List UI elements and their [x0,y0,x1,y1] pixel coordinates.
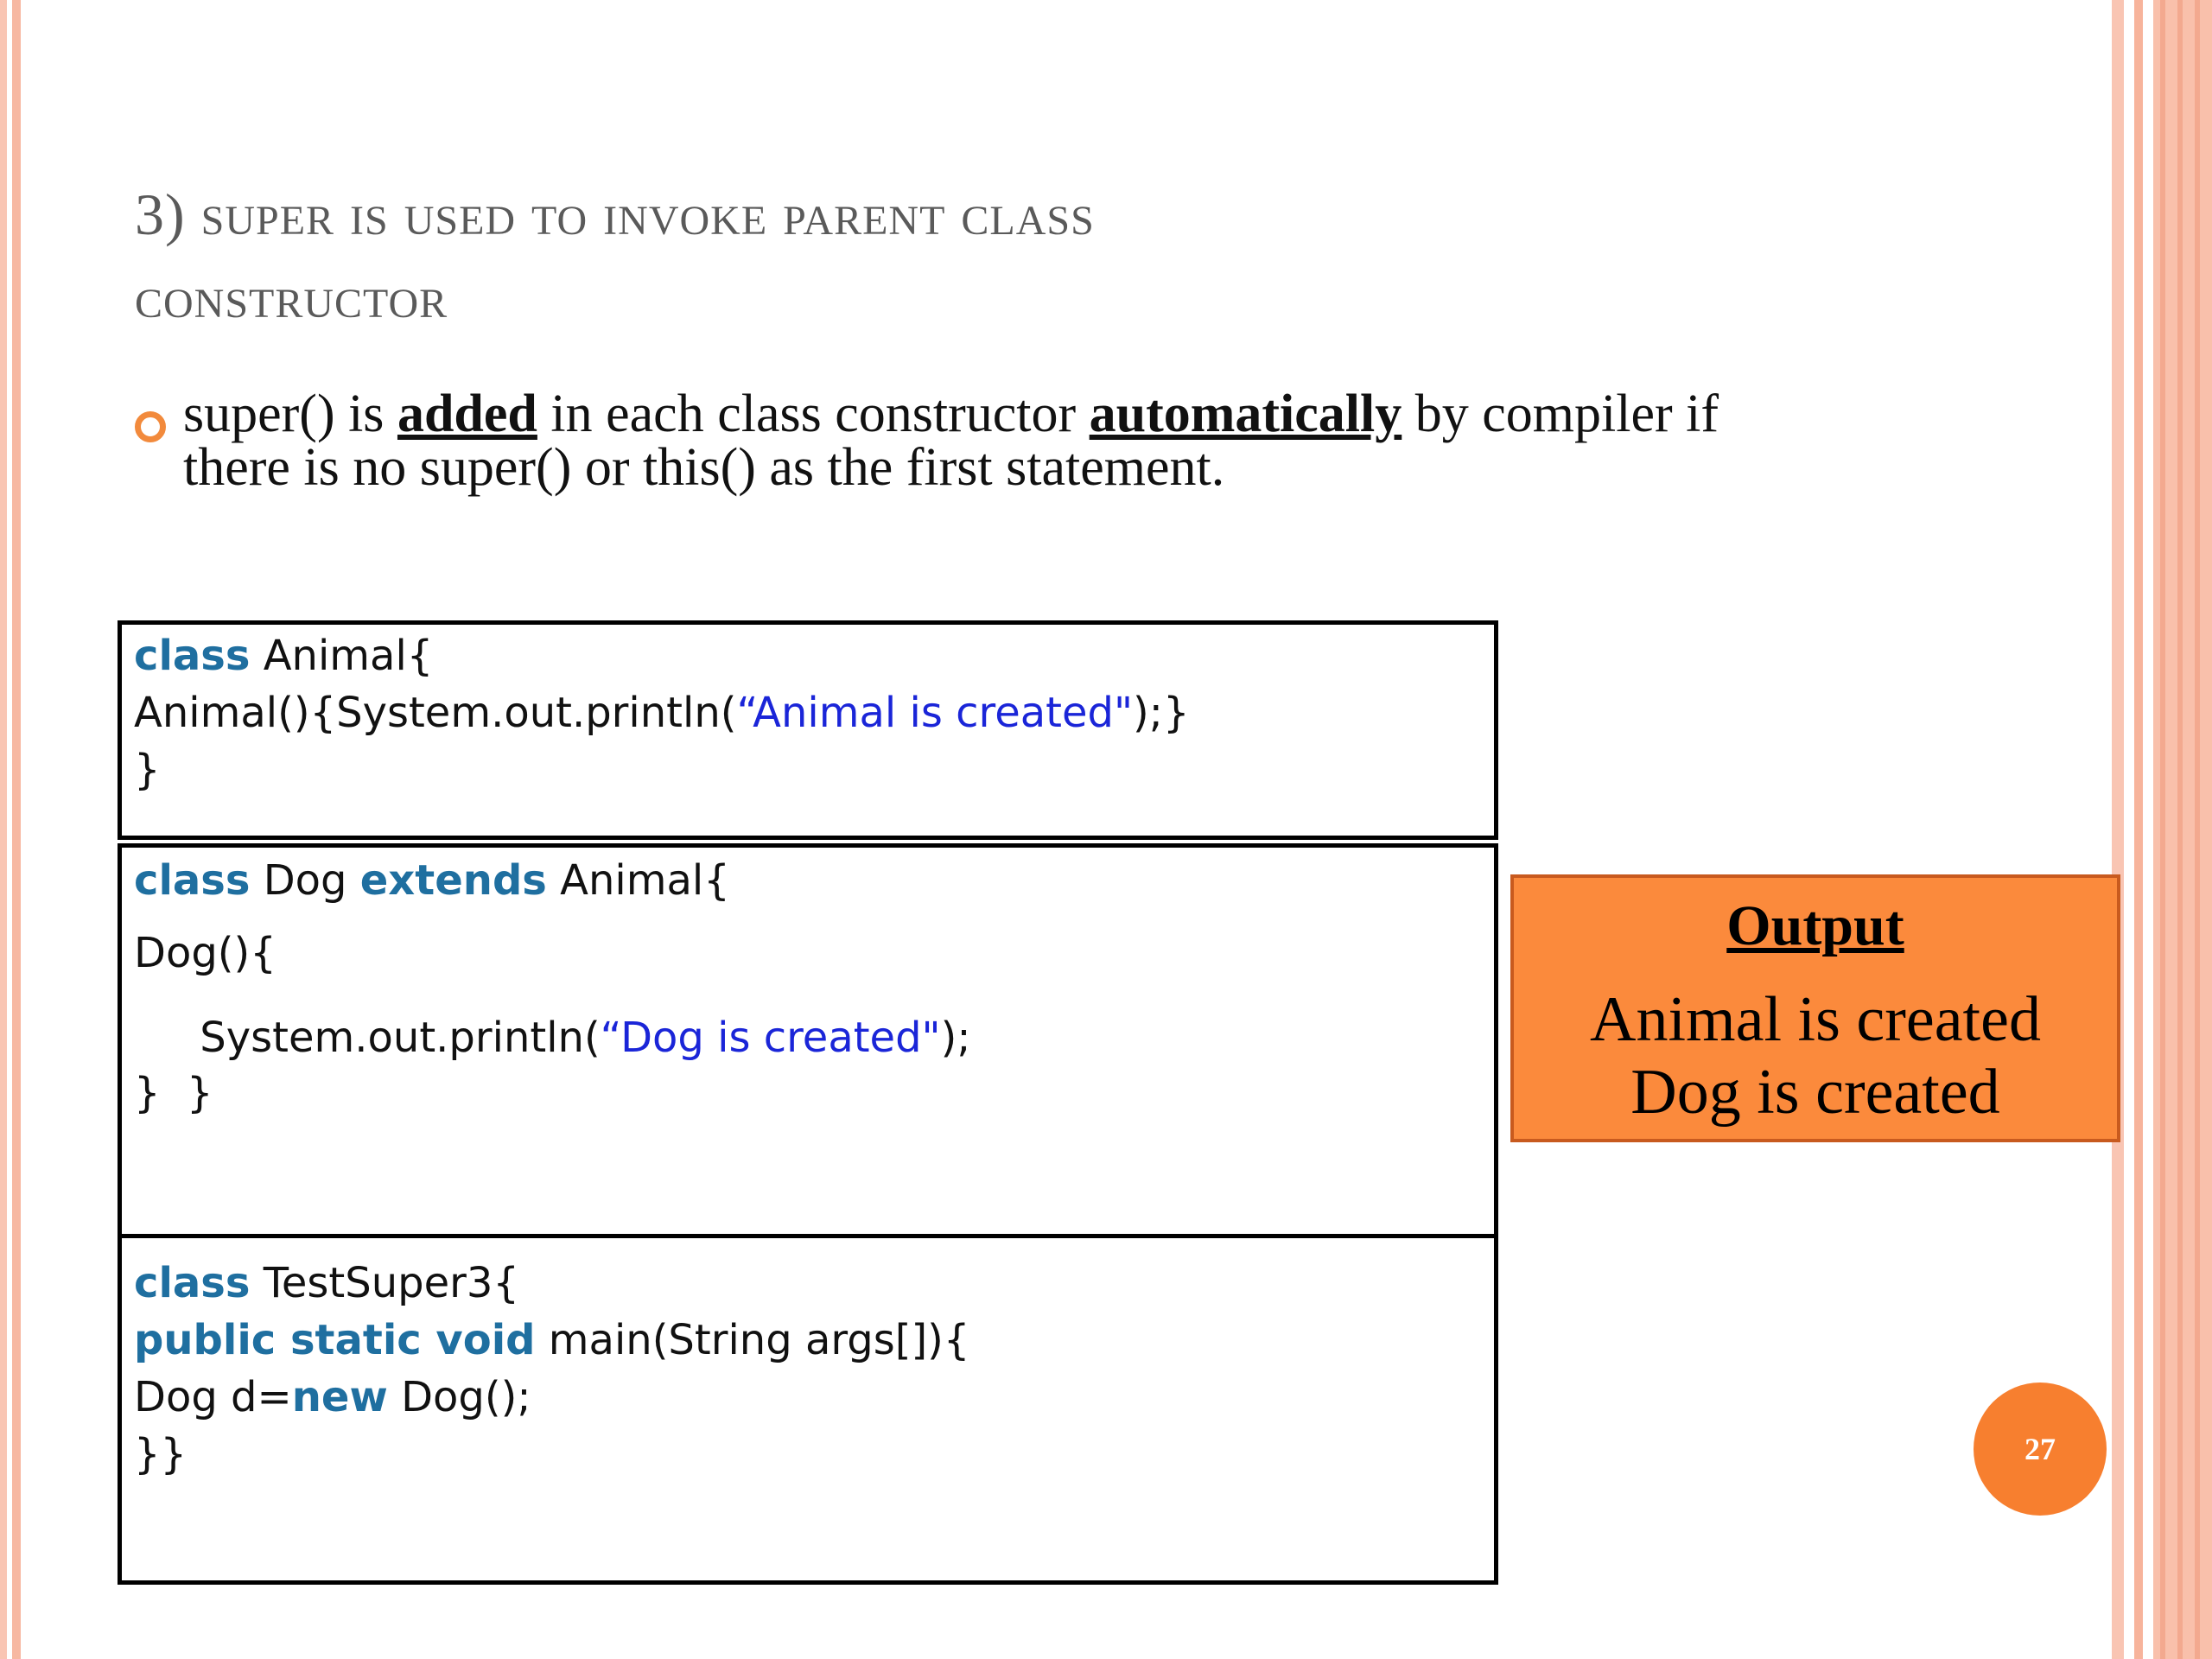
output-box [1510,874,2120,1142]
code-keyword: extends [359,856,547,905]
code-line [134,632,433,680]
right-border-line-1 [2160,0,2165,1659]
code-keyword: public static void [134,1316,536,1364]
code-line: }} [134,1430,188,1478]
code-line: } [134,746,161,794]
code-box-animal [118,620,1498,840]
code-keyword: class [134,1259,251,1307]
code-line [134,1259,519,1307]
code-text: ); [940,1014,971,1062]
code-line [134,1316,969,1364]
code-line: } } [134,1069,213,1117]
bullet-text-part1: super() is [183,385,397,443]
code-text: Dog d= [134,1373,292,1421]
code-line [134,689,1189,737]
bullet-text-line2: there is no super() or this() as the first statement. [183,438,1225,497]
code-keyword: class [134,856,251,905]
left-border-stripe-inner [12,0,21,1659]
code-text: Animal{ [250,632,434,680]
bullet-text-part3: by compiler if [1402,385,1719,443]
code-box-testsuper3 [118,1234,1498,1585]
slide-title [135,173,1949,339]
output-title: Output [1726,894,1904,957]
code-text: Animal(){System.out.println( [134,689,737,737]
code-text: TestSuper3{ [250,1259,519,1307]
slide-title-line1: 3) super is used to invoke parent class [135,181,1095,247]
bullet-text [183,385,2088,497]
circle-bullet-icon [135,411,166,442]
right-border-line-3 [2195,0,2200,1659]
bullet-emphasis-added: added [397,385,537,443]
code-text: Dog [250,856,360,905]
code-text: );} [1133,689,1190,737]
left-border-stripe [0,0,7,1659]
output-line: Animal is created [1590,984,2041,1055]
code-keyword: new [291,1373,388,1421]
bullet-point [135,385,2088,497]
code-string: “Animal is created" [736,689,1134,737]
code-line: Dog(){ [134,929,276,977]
code-text: Dog(); [387,1373,531,1421]
bullet-text-part2: in each class constructor [537,385,1090,443]
slide-title-line2: constructor [135,264,448,330]
output-line: Dog is created [1630,1057,2000,1128]
code-text: Animal{ [546,856,730,905]
code-string: “Dog is created" [600,1014,941,1062]
right-border-stripe [2112,0,2124,1659]
code-line [134,1373,531,1421]
right-border-line-2 [2177,0,2183,1659]
code-text: System.out.println( [134,1014,601,1062]
page-number-badge: 27 [1974,1382,2107,1516]
code-box-dog [118,843,1498,1243]
code-line [134,1014,971,1062]
code-text: main(String args[]){ [535,1316,970,1364]
code-keyword: class [134,632,251,680]
code-line [134,856,730,905]
bullet-emphasis-automatically: automatically [1089,385,1402,443]
right-border-stripe-2 [2134,0,2143,1659]
